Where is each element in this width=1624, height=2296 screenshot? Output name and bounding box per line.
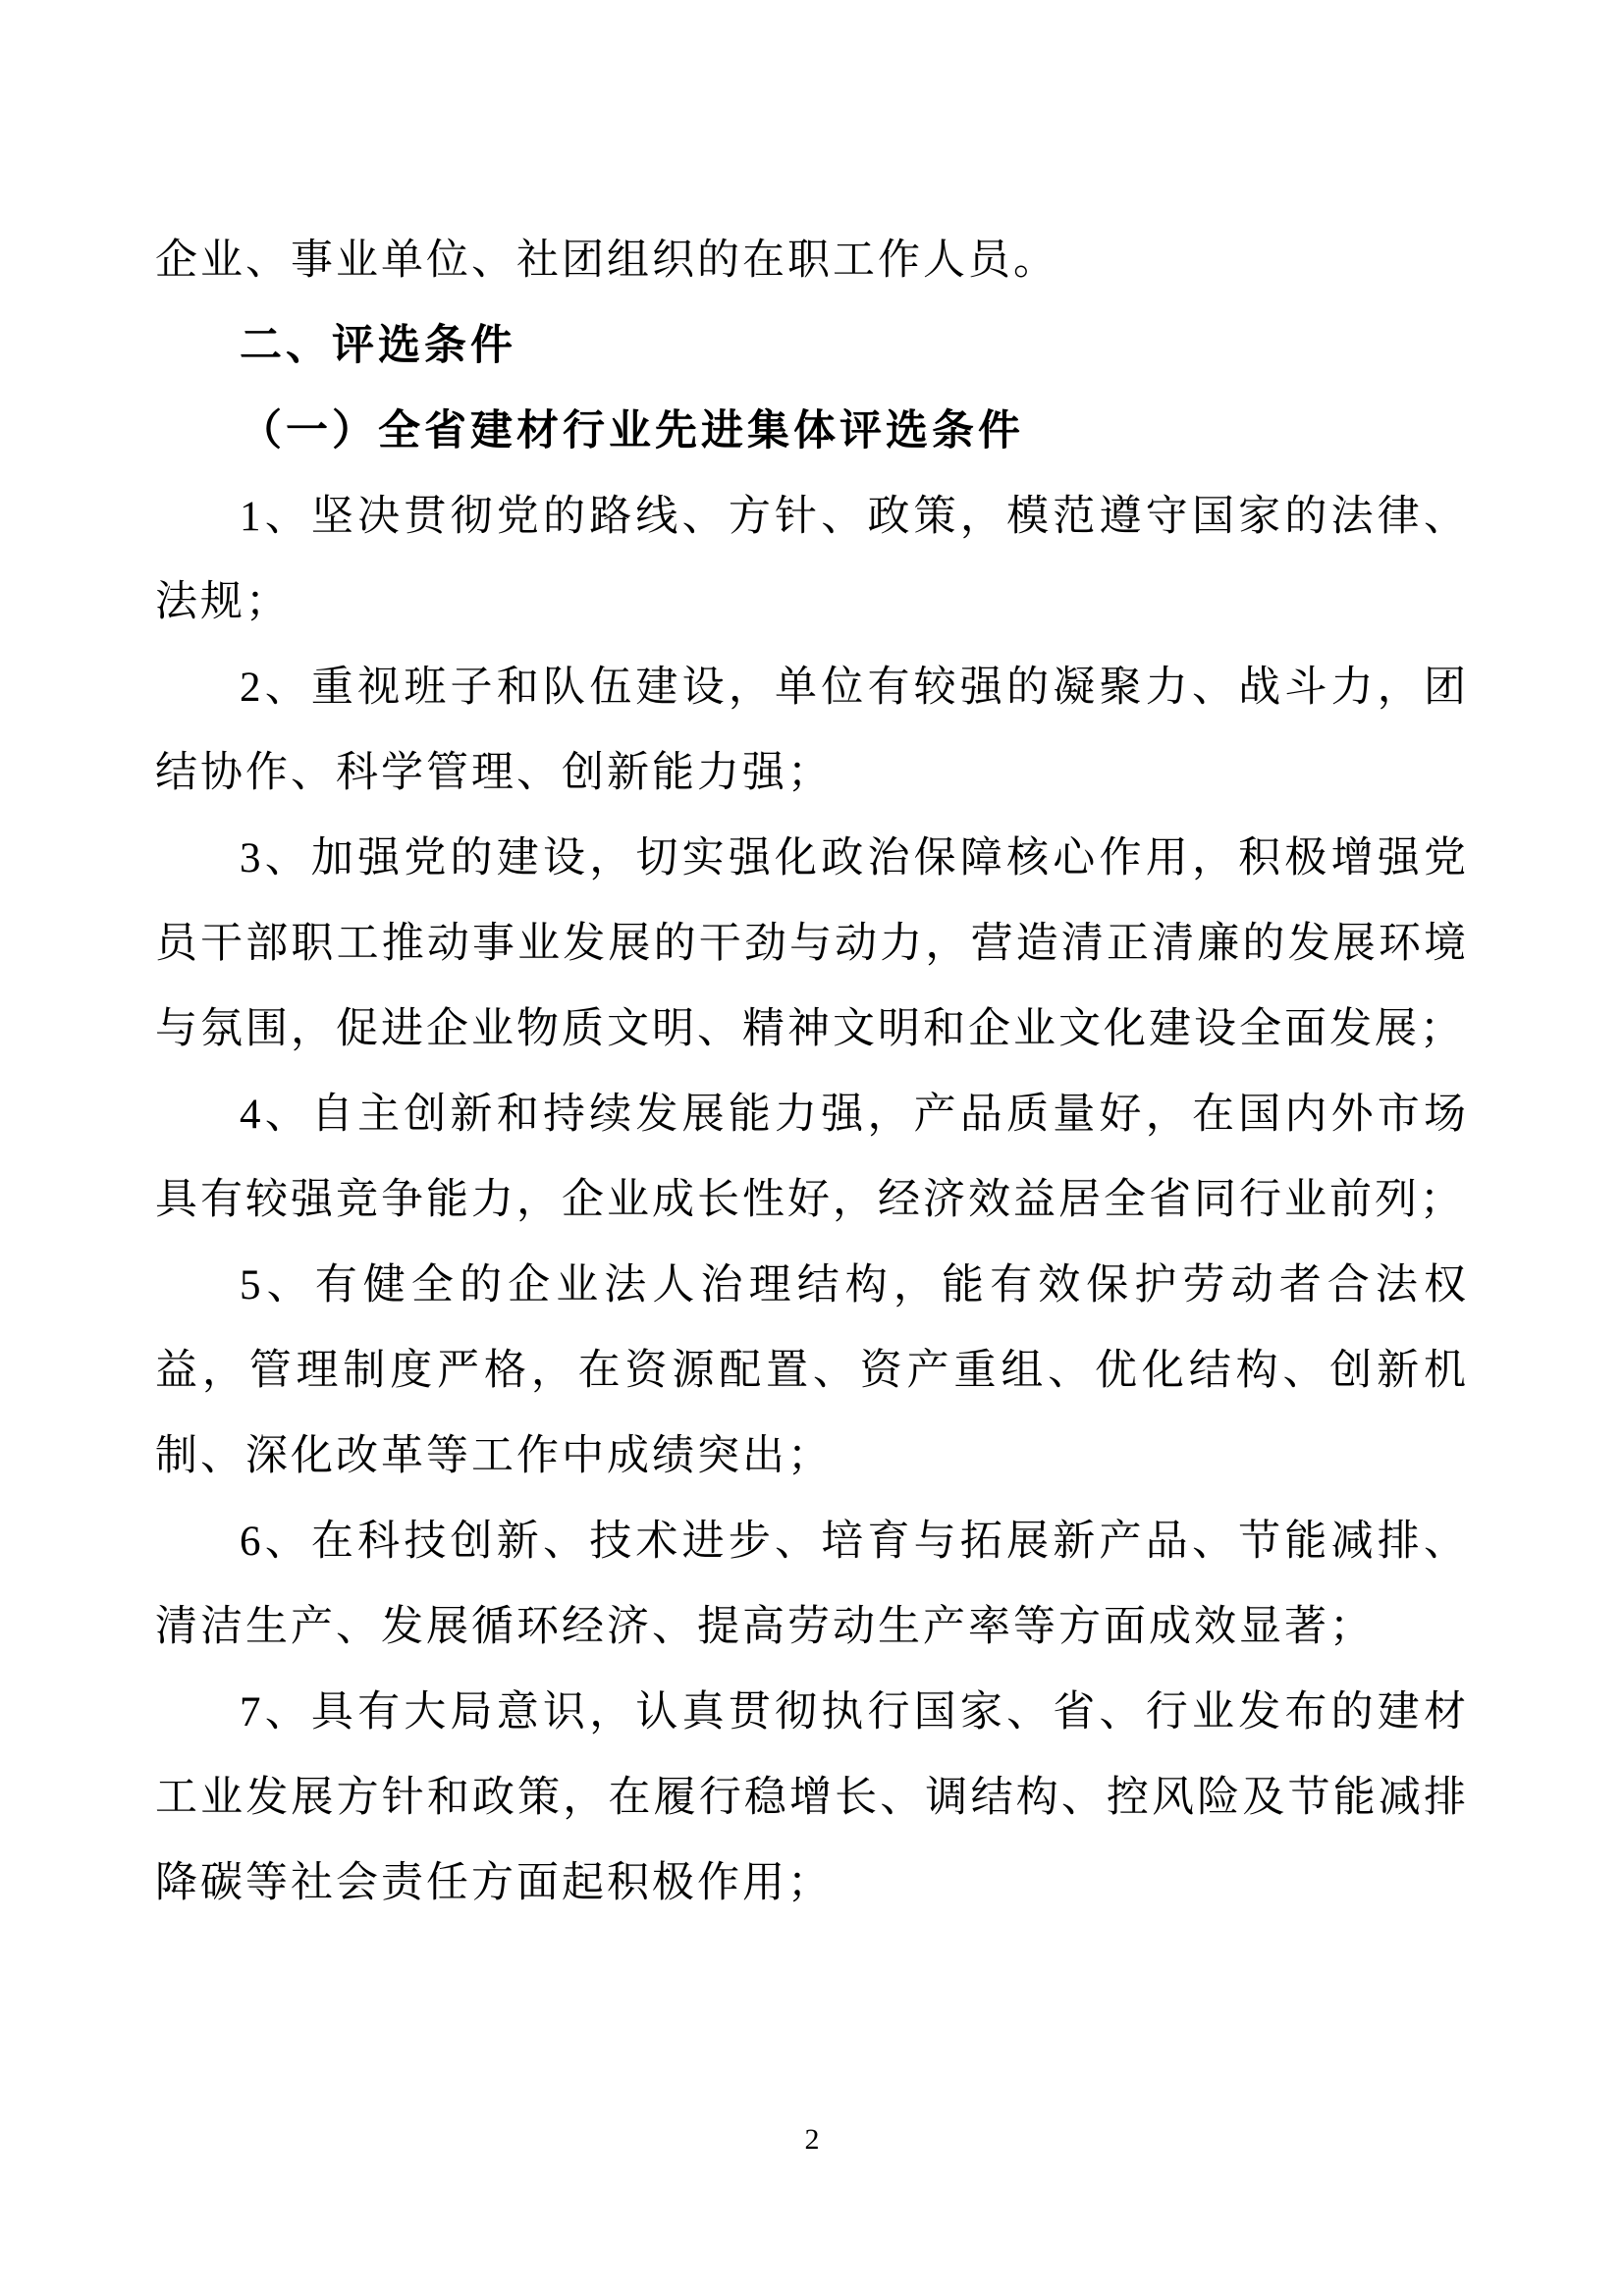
section-heading-2: 二、评选条件 <box>240 322 516 369</box>
page-number: 2 <box>804 2123 820 2156</box>
document-body <box>155 218 1469 1926</box>
paragraph-item-7: 7、具有大局意识，认真贯彻执行国家、省、行业发布的建材工业发展方针和政策，在履行稳增长、调结构、控风险及节能减排降碳等社会责任方面起积极作用； <box>155 1689 1469 1906</box>
subsection-heading-1: （一）全省建材行业先进集体评选条件 <box>240 408 1024 454</box>
paragraph-item-4: 4、自主创新和持续发展能力强，产品质量好，在国内外市场具有较强竞争能力，企业成长性好，经济效益居全省同行业前列； <box>155 1092 1469 1223</box>
paragraph-item-1: 1、坚决贯彻党的路线、方针、政策，模范遵守国家的法律、法规； <box>155 494 1469 625</box>
paragraph-item-5: 5、有健全的企业法人治理结构，能有效保护劳动者合法权益，管理制度严格，在资源配置、资产重组、优化结构、创新机制、深化改革等工作中成绩突出； <box>155 1262 1469 1479</box>
paragraph-item-2: 2、重视班子和队伍建设，单位有较强的凝聚力、战斗力，团结协作、科学管理、创新能力强； <box>155 665 1469 796</box>
paragraph-item-3: 3、加强党的建设，切实强化政治保障核心作用，积极增强党员干部职工推动事业发展的干劲与动力，营造清正清廉的发展环境与氛围，促进企业物质文明、精神文明和企业文化建设全面发展； <box>155 835 1469 1052</box>
paragraph-continuation: 企业、事业单位、社团组织的在职工作人员。 <box>155 238 1058 284</box>
paragraph-item-6: 6、在科技创新、技术进步、培育与拓展新产品、节能减排、清洁生产、发展循环经济、提高劳动生产率等方面成效显著； <box>155 1519 1469 1650</box>
